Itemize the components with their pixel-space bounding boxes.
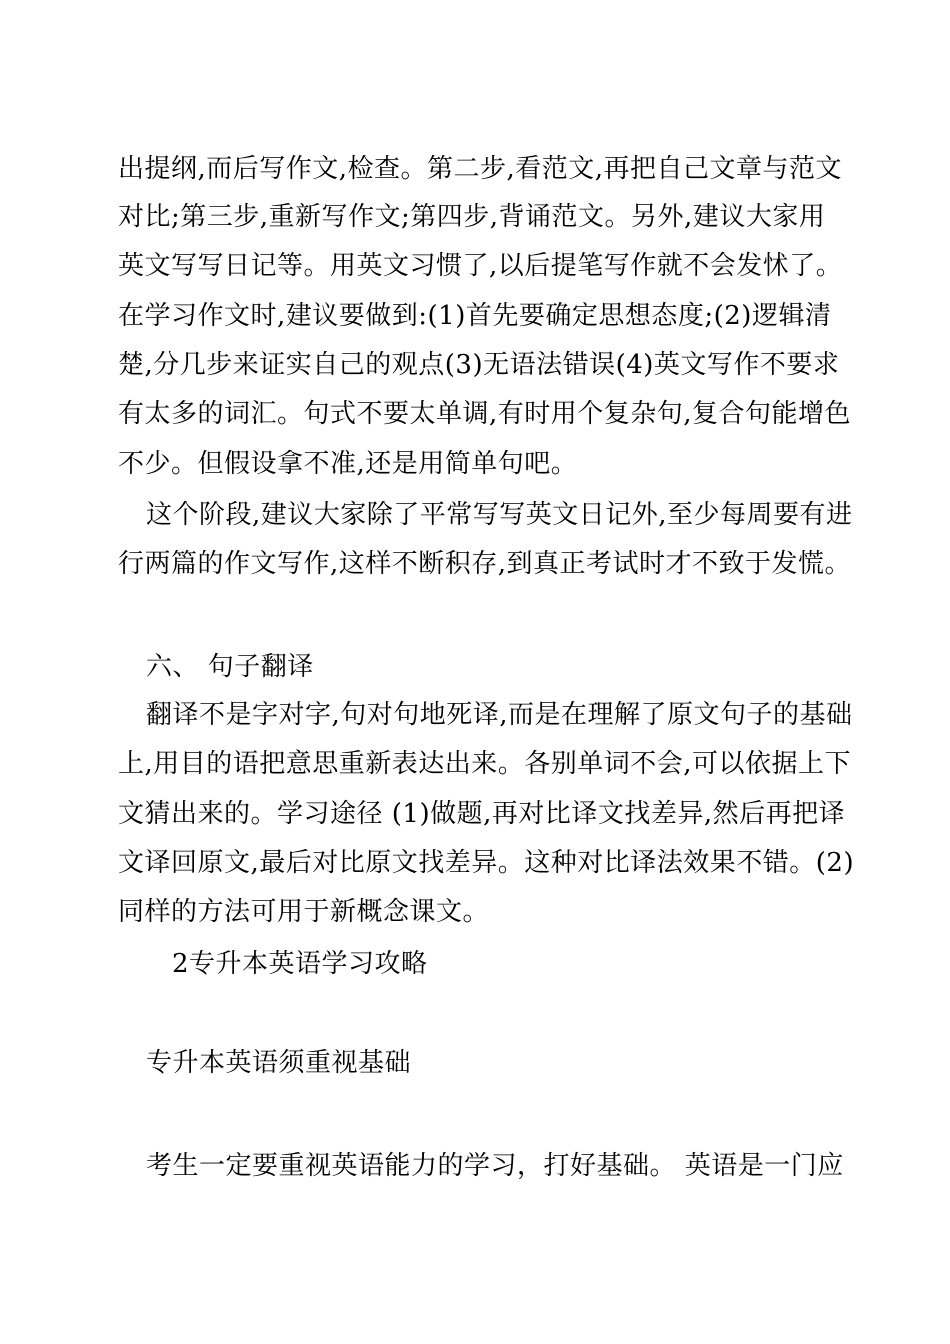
paragraph-2-line-1: 这个阶段,建议大家除了平常写写英文日记外,至少每周要有进 [146,500,853,530]
paragraph-1-line-3: 英文写写日记等。用英文习惯了,以后提笔写作就不会发怵了。 [118,251,843,281]
paragraph-3-line-1: 翻译不是字对字,句对句地死译,而是在理解了原文句子的基础 [146,700,853,730]
paragraph-3-line-3: 文猜出来的。学习途径 (1)做题,再对比译文找差异,然后再把译 [118,799,846,829]
subheading: 专升本英语须重视基础 [146,1048,412,1078]
paragraph-1-line-6: 有太多的词汇。句式不要太单调,有时用个复杂句,复合句能增色 [118,399,852,429]
paragraph-3-line-4: 文译回原文,最后对比原文找差异。这种对比译法效果不错。(2) [118,848,855,878]
paragraph-4-line-1: 考生一定要重视英语能力的学习，打好基础。 英语是一门应 [146,1151,844,1181]
paragraph-3-line-5: 同样的方法可用于新概念课文。 [118,897,490,927]
paragraph-1-line-4: 在学习作文时,建议要做到:(1)首先要确定思想态度;(2)逻辑清 [118,301,832,331]
paragraph-1-line-1: 出提纲,而后写作文,检查。第二步,看范文,再把自己文章与范文 [118,154,843,184]
section-title: 2专升本英语学习攻略 [172,949,428,979]
paragraph-2-line-2: 行两篇的作文写作,这样不断积存,到真正考试时才不致于发慌。 [118,549,852,579]
paragraph-3-line-2: 上,用目的语把意思重新表达出来。各别单词不会,可以依据上下 [118,749,852,779]
paragraph-1-line-2: 对比;第三步,重新写作文;第四步,背诵范文。另外,建议大家用 [118,202,826,232]
paragraph-1-line-5: 楚,分几步来证实自己的观点(3)无语法错误(4)英文写作不要求 [118,350,840,380]
paragraph-1-line-7: 不少。但假设拿不准,还是用简单句吧。 [118,449,578,479]
section-heading: 六、 句子翻译 [146,652,314,682]
